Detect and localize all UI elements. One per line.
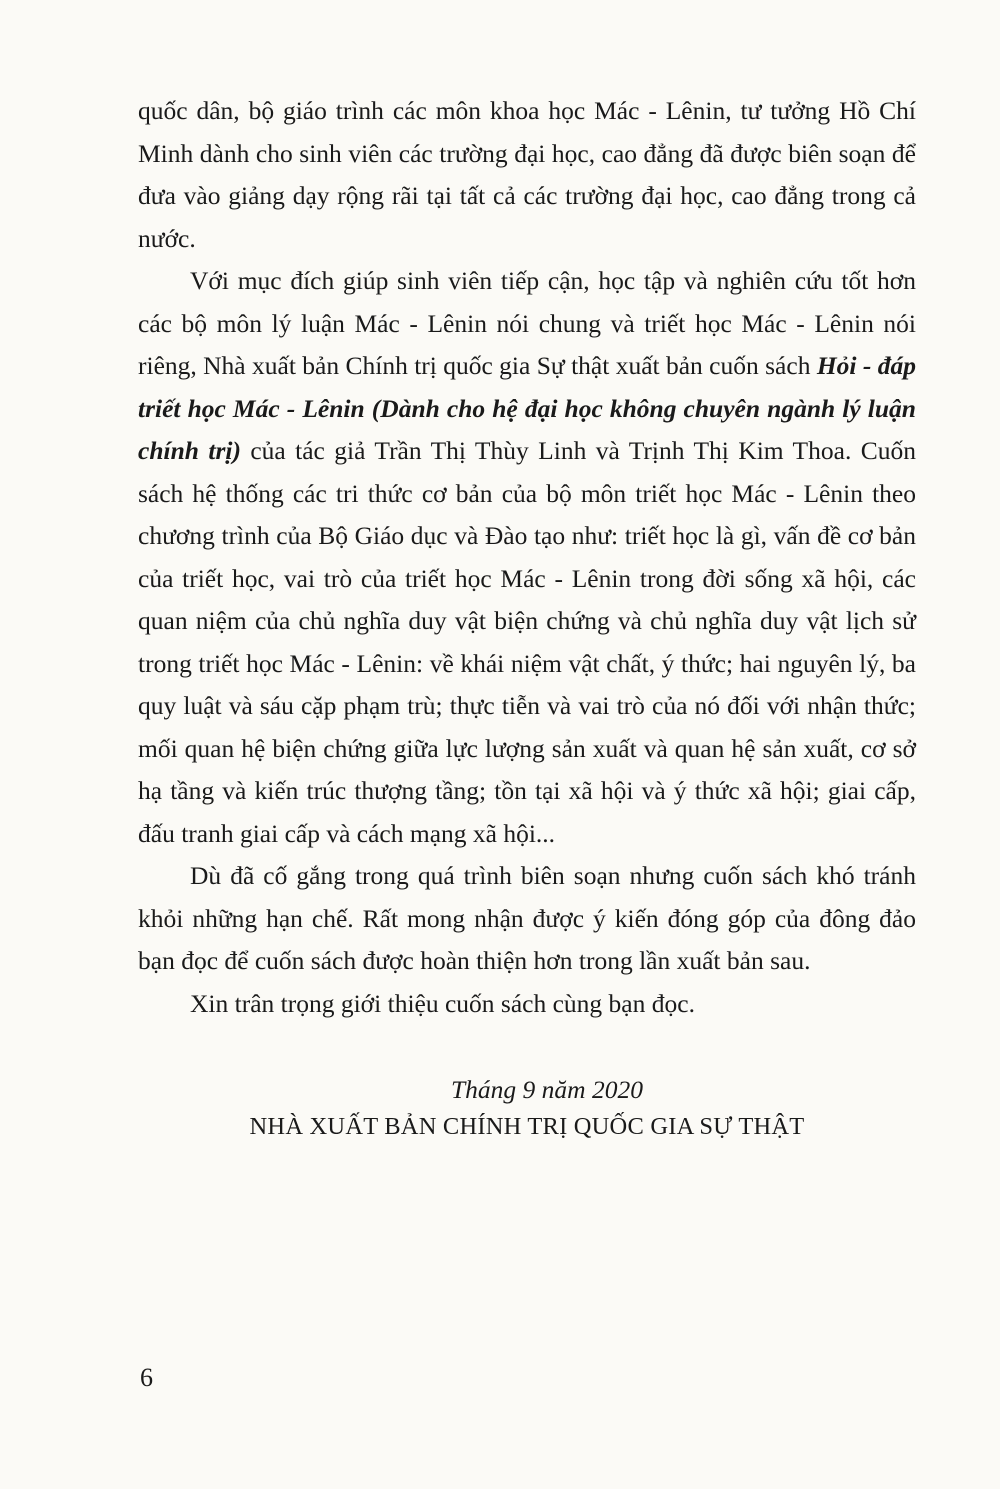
purpose-text-start: Với mục đích giúp sinh viên tiếp cận, học tập và nghiên cứu tốt hơn các bộ môn lý luận Mác - Lênin nói chung và triết học Mác - Lênin nói riêng, Nhà xuất bản Chính trị quốc gia Sự thật xuất bản cuốn sách — [138, 266, 916, 380]
signature-block — [138, 1071, 916, 1145]
page-body — [138, 90, 916, 1145]
page-number: 6 — [140, 1363, 153, 1392]
signature-publisher: NHÀ XUẤT BẢN CHÍNH TRỊ QUỐC GIA SỰ THẬT — [249, 1113, 805, 1140]
signature-date: Tháng 9 năm 2020 — [451, 1075, 643, 1104]
paragraph-introduction-closing: Xin trân trọng giới thiệu cuốn sách cùng bạn đọc. — [190, 988, 695, 1018]
book-title: Hỏi - đáp triết học Mác - Lênin (Dành cho hệ đại học không chuyên ngành lý luận chính trị) — [138, 351, 916, 465]
paragraph-intro: quốc dân, bộ giáo trình các môn khoa học Mác - Lênin, tư tưởng Hồ Chí Minh dành cho sinh viên các trường đại học, cao đẳng đã được biên soạn để đưa vào giảng dạy rộng rãi tại tất cả các trường đại học, cao đẳng trong cả nước. — [138, 96, 916, 253]
paragraph-feedback: Dù đã cố gắng trong quá trình biên soạn nhưng cuốn sách khó tránh khỏi những hạn chế. Rất mong nhận được ý kiến đóng góp của đông đảo bạn đọc để cuốn sách được hoàn thiện hơn trong lần xuất bản sau. — [138, 861, 916, 975]
purpose-text-end: của tác giả Trần Thị Thùy Linh và Trịnh Thị Kim Thoa. Cuốn sách hệ thống các tri thức cơ bản của bộ môn triết học Mác - Lênin theo chương trình của Bộ Giáo dục và Đào tạo như: triết học là gì, vấn đề cơ bản của triết học, vai trò của triết học Mác - Lênin trong đời sống xã hội, các quan niệm của chủ nghĩa duy vật biện chứng và chủ nghĩa duy vật lịch sử trong triết học Mác - Lênin: về khái niệm vật chất, ý thức; hai nguyên lý, ba quy luật và sáu cặp phạm trù; thực tiễn và vai trò của nó đối với nhận thức; mối quan hệ biện chứng giữa lực lượng sản xuất và quan hệ sản xuất, cơ sở hạ tầng và kiến trúc thượng tầng; tồn tại xã hội và ý thức xã hội; giai cấp, đấu tranh giai cấp và cách mạng xã hội... — [138, 436, 916, 848]
paragraph-purpose — [138, 260, 916, 855]
